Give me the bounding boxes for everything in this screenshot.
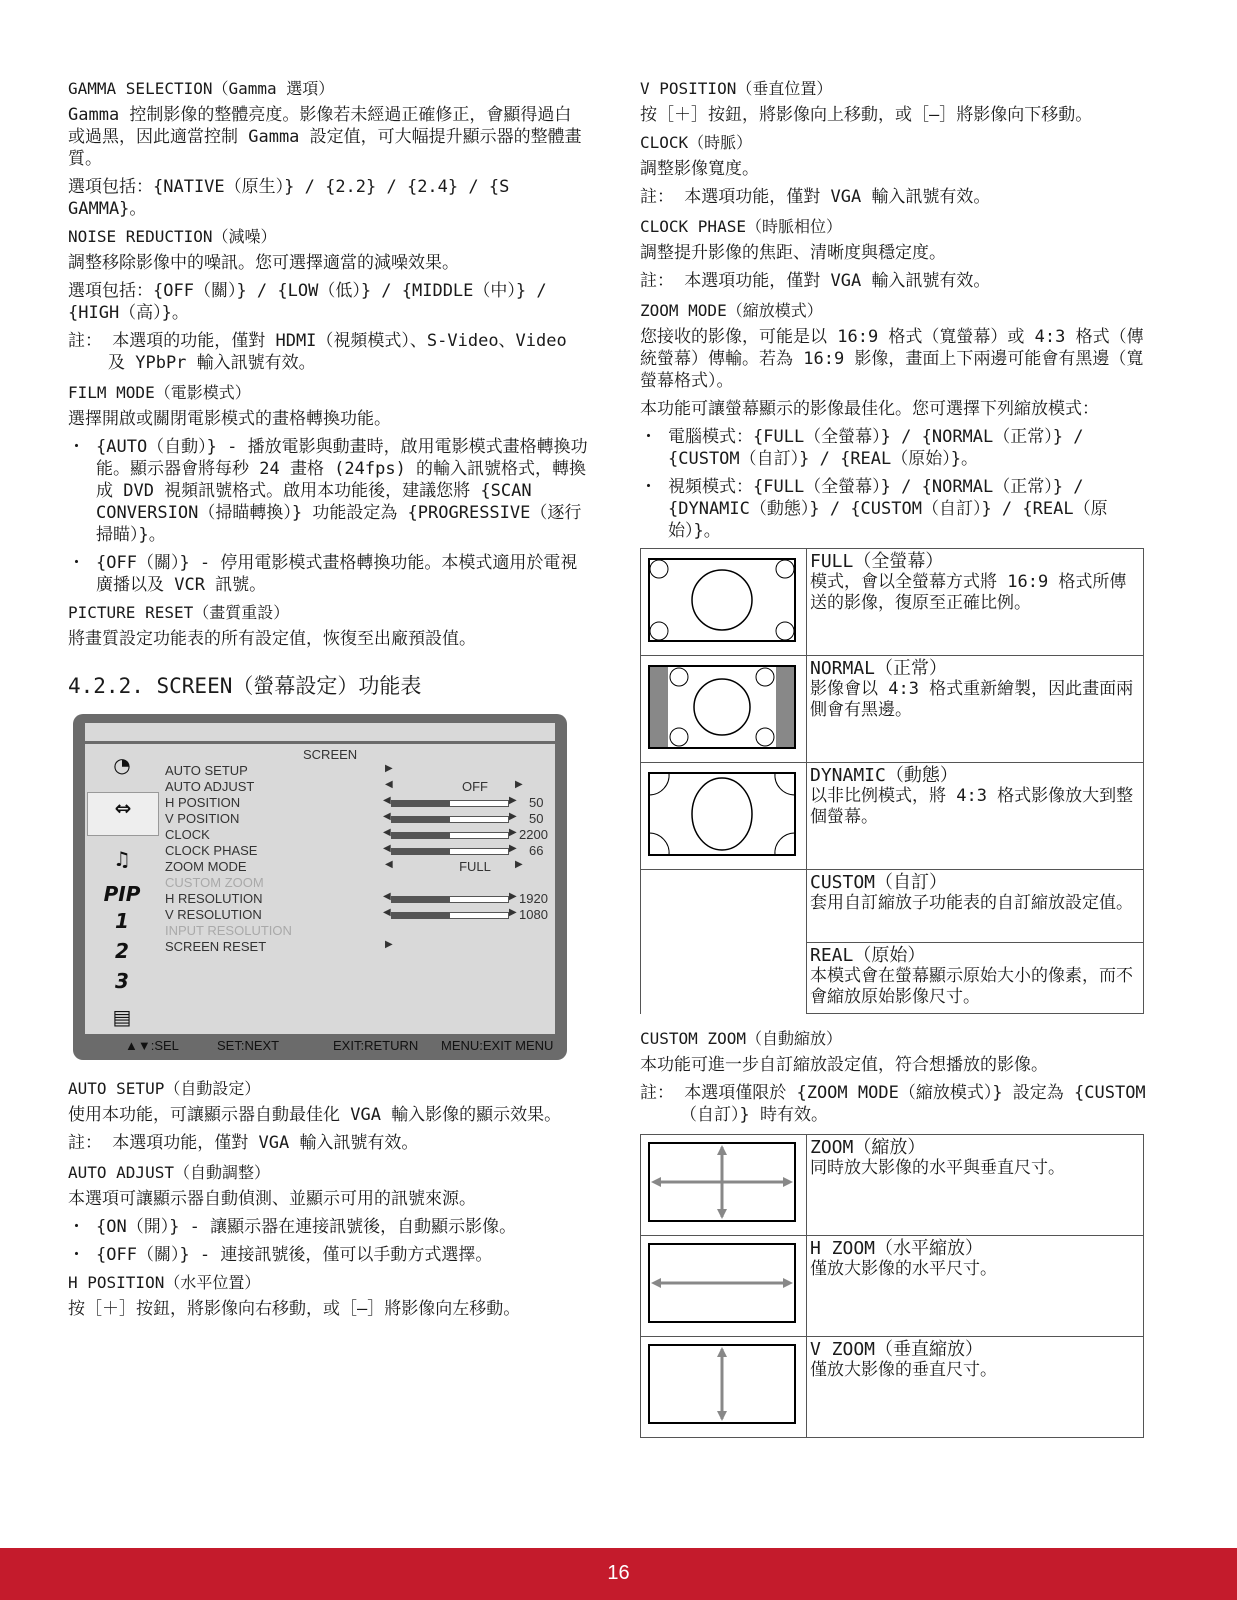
osd-menu-item[interactable] [165, 859, 555, 875]
osd-menu-item-label: H RESOLUTION [165, 891, 263, 906]
picture-reset-heading: PICTURE RESET（畫質重設） [68, 603, 290, 622]
osd-footer-return: EXIT:RETURN [333, 1038, 419, 1053]
noise-note: 註： 本選項的功能，僅對 HDMI（視頻模式）、S-Video、Video 及 YPbPr 輸入訊號有效。 [68, 331, 567, 373]
osd-menu-item-label: V RESOLUTION [165, 907, 262, 922]
zoom-mode-name: DYNAMIC（動態） [810, 765, 958, 786]
zoom-mode-row [641, 549, 1144, 656]
osd-menu-item[interactable] [165, 795, 555, 811]
osd-slider[interactable] [391, 896, 509, 903]
right-arrow-icon[interactable]: ▶ [515, 779, 523, 790]
zoom-mode-desc: 模式，會以全螢幕方式將 16:9 格式所傳送的影像，復原至正確比例。 [810, 572, 1127, 613]
zoom-mode-row [641, 870, 1144, 943]
osd-footer-exit: MENU:EXIT MENU [441, 1038, 554, 1053]
custom-zoom-row [641, 1135, 1144, 1236]
osd-slider-fill [392, 817, 450, 822]
zoom-mode-row [641, 656, 1144, 763]
custom-zoom-note: 註： 本選項僅限於 {ZOOM MODE（縮放模式）} 設定為 {CUSTOM（自訂）} 時有效。 [640, 1083, 1146, 1125]
osd-menu-item-label: AUTO SETUP [165, 763, 248, 778]
custom-zoom-desc: 僅放大影像的垂直尺寸。 [810, 1360, 997, 1380]
osd-menu-item-label: INPUT RESOLUTION [165, 923, 292, 938]
custom-zoom-description: 本功能可進一步自訂縮放設定值，符合想播放的影像。 [640, 1055, 1048, 1075]
left-arrow-icon[interactable]: ◀ [383, 891, 391, 902]
pip-icon: PIP [103, 882, 141, 906]
osd-slider-value: 2200 [519, 827, 548, 842]
osd-slider-value: 66 [529, 843, 544, 858]
custom-zoom-row [641, 1337, 1144, 1438]
right-arrow-icon[interactable]: ▶ [515, 859, 523, 870]
normal-mode-illustration [641, 656, 807, 763]
zoom-mode-name: CUSTOM（自訂） [810, 872, 948, 893]
clock-heading: CLOCK（時脈） [640, 133, 753, 152]
osd-menu-item[interactable] [165, 827, 555, 843]
right-arrow-icon[interactable]: ▶ [509, 907, 517, 918]
left-arrow-icon[interactable]: ◀ [385, 859, 393, 870]
osd-menu-item[interactable] [165, 779, 555, 795]
custom-zoom-name: ZOOM（縮放） [810, 1137, 926, 1158]
noise-description: 調整移除影像中的噪訊。您可選擇適當的減噪效果。 [68, 253, 459, 273]
zoom-mode-heading: ZOOM MODE（縮放模式） [640, 301, 823, 320]
config2-icon: 2 [115, 939, 129, 963]
osd-menu-item [165, 875, 555, 891]
h-zoom-illustration [641, 1236, 807, 1337]
zoom-mode-name: FULL（全螢幕） [810, 551, 944, 572]
full-mode-illustration [641, 549, 807, 656]
page-footer [0, 1548, 1237, 1600]
osd-slider-fill [392, 849, 450, 854]
clock-phase-note: 註： 本選項功能，僅對 VGA 輸入訊號有效。 [640, 271, 991, 291]
page-number: 16 [607, 1562, 630, 1584]
osd-menu-item-label: H POSITION [165, 795, 241, 810]
osd-footer-sel: ▲▼:SEL [125, 1038, 179, 1053]
zoom-mode-table [640, 548, 1144, 1014]
left-arrow-icon[interactable]: ◀ [383, 907, 391, 918]
osd-top-bar [85, 723, 555, 741]
zoom-mode-name: NORMAL（正常） [810, 658, 948, 679]
osd-menu-item [165, 923, 555, 939]
osd-slider[interactable] [391, 832, 509, 839]
v-position-heading: V POSITION（垂直位置） [640, 79, 833, 98]
osd-menu-item-label: CLOCK PHASE [165, 843, 258, 858]
zoom-illustration [641, 1135, 807, 1236]
osd-slider-value: 1080 [519, 907, 548, 922]
film-heading: FILM MODE（電影模式） [68, 383, 251, 402]
zoom-mode-desc: 影像會以 4:3 格式重新繪製，因此畫面兩側會有黑邊。 [810, 679, 1134, 720]
gamma-options: 選項包括：{NATIVE（原生）} / {2.2} / {2.4} / {S GAMMA}。 [68, 177, 510, 219]
section-title: 4.2.2. SCREEN（螢幕設定）功能表 [68, 674, 422, 698]
osd-menu-item[interactable] [165, 811, 555, 827]
osd-slider-fill [392, 801, 450, 806]
zoom-mode-row [641, 763, 1144, 870]
left-arrow-icon[interactable]: ◀ [383, 843, 391, 854]
gamma-heading: GAMMA SELECTION（Gamma 選項） [68, 79, 335, 98]
osd-slider-value: 50 [529, 795, 544, 810]
right-column [640, 78, 1160, 1452]
custom-zoom-name: H ZOOM（水平縮放） [810, 1238, 984, 1259]
audio-icon: ♫ [113, 847, 131, 871]
osd-slider[interactable] [391, 816, 509, 823]
osd-slider-value: 1920 [519, 891, 548, 906]
osd-menu-item-label: SCREEN RESET [165, 939, 267, 954]
osd-footer [85, 1036, 555, 1054]
h-position-description: 按［＋］按鈕，將影像向右移動，或［—］將影像向左移動。 [68, 1299, 521, 1319]
clock-phase-description: 調整提升影像的焦距、清晰度與穩定度。 [640, 243, 946, 263]
osd-menu-item-label: CUSTOM ZOOM [165, 875, 264, 890]
auto-adjust-heading: AUTO ADJUST（自動調整） [68, 1163, 270, 1182]
osd-select-value: FULL [459, 859, 491, 874]
gamma-description: Gamma 控制影像的整體亮度。影像若未經過正確修正，會顯得過白或過黑，因此適當控制 Gamma 設定值，可大幅提升顯示器的整體畫質。 [68, 105, 582, 169]
osd-slider-value: 50 [529, 811, 544, 826]
osd-menu-item[interactable] [165, 939, 555, 955]
osd-footer-next: SET:NEXT [217, 1038, 280, 1053]
zoom-mode-name: REAL（原始） [810, 945, 926, 966]
custom-zoom-heading: CUSTOM ZOOM（自動縮放） [640, 1029, 842, 1048]
zoom-mode-bullet-pc: ・ 電腦模式：{FULL（全螢幕）} / {NORMAL（正常）} / {CUSTOM（自訂）} / {REAL（原始）}。 [640, 426, 1160, 470]
zoom-mode-desc: 套用自訂縮放子功能表的自訂縮放設定值。 [810, 893, 1133, 913]
film-description: 選擇開啟或關閉電影模式的畫格轉換功能。 [68, 409, 391, 429]
zoom-mode-description-2: 本功能可讓螢幕顯示的影像最佳化。您可選擇下列縮放模式： [640, 399, 1099, 419]
right-arrow-icon[interactable]: ▶ [509, 795, 517, 806]
osd-menu-item[interactable] [165, 843, 555, 859]
auto-adjust-bullet-off: ・ {OFF（關）} - 連接訊號後，僅可以手動方式選擇。 [68, 1244, 588, 1266]
osd-menu-item-label: V POSITION [165, 811, 240, 826]
screen-osd-menu [73, 714, 567, 1060]
dynamic-mode-illustration [641, 763, 807, 870]
osd-slider-fill [392, 913, 450, 918]
right-arrow-icon[interactable]: ▶ [509, 827, 517, 838]
submenu-arrow-icon: ▶ [385, 939, 393, 950]
auto-setup-description: 使用本功能，可讓顯示器自動最佳化 VGA 輸入影像的顯示效果。 [68, 1105, 562, 1125]
auto-adjust-description: 本選項可讓顯示器自動偵測、並顯示可用的訊號來源。 [68, 1189, 476, 1209]
custom-zoom-table [640, 1134, 1144, 1438]
picture-gauge-icon: ◔ [113, 753, 131, 777]
osd-side-icons [85, 744, 159, 1034]
v-position-description: 按［＋］按鈕，將影像向上移動，或［—］將影像向下移動。 [640, 105, 1093, 125]
advanced-icon: ▤ [112, 1005, 132, 1029]
osd-menu-item-label: CLOCK [165, 827, 210, 842]
config3-icon: 3 [115, 969, 129, 993]
auto-setup-note: 註： 本選項功能，僅對 VGA 輸入訊號有效。 [68, 1133, 419, 1153]
clock-note: 註： 本選項功能，僅對 VGA 輸入訊號有效。 [640, 187, 991, 207]
osd-slider[interactable] [391, 800, 509, 807]
left-arrow-icon[interactable]: ◀ [383, 811, 391, 822]
picture-reset-description: 將畫質設定功能表的所有設定值，恢復至出廠預設值。 [68, 629, 476, 649]
custom-zoom-row [641, 1236, 1144, 1337]
zoom-mode-description: 您接收的影像，可能是以 16:9 格式（寬螢幕）或 4:3 格式（傳統螢幕）傳輸。若為 16:9 影像，畫面上下兩邊可能會有黑邊（寬螢幕格式）。 [640, 327, 1144, 391]
screen-arrows-icon: ⇔ [87, 792, 159, 836]
osd-slider[interactable] [391, 848, 509, 855]
osd-menu-item[interactable] [165, 763, 555, 779]
h-position-heading: H POSITION（水平位置） [68, 1273, 261, 1292]
zoom-mode-desc: 本模式會在螢幕顯示原始大小的像素，而不會縮放原始影像尺寸。 [810, 966, 1133, 1007]
right-arrow-icon[interactable]: ▶ [509, 843, 517, 854]
osd-slider[interactable] [391, 912, 509, 919]
auto-adjust-bullet-on: ・ {ON（開）} - 讓顯示器在連接訊號後，自動顯示影像。 [68, 1216, 588, 1238]
right-arrow-icon[interactable]: ▶ [509, 891, 517, 902]
noise-heading: NOISE REDUCTION（減噪） [68, 227, 277, 246]
osd-menu-item[interactable] [165, 891, 555, 907]
custom-zoom-name: V ZOOM（垂直縮放） [810, 1339, 984, 1360]
osd-select-value: OFF [462, 779, 488, 794]
config1-icon: 1 [115, 909, 129, 933]
left-column [68, 78, 588, 1326]
auto-setup-heading: AUTO SETUP（自動設定） [68, 1079, 261, 1098]
osd-menu-item-label: AUTO ADJUST [165, 779, 255, 794]
clock-description: 調整影像寬度。 [640, 159, 759, 179]
clock-phase-heading: CLOCK PHASE（時脈相位） [640, 217, 842, 236]
custom-zoom-desc: 僅放大影像的水平尺寸。 [810, 1259, 997, 1279]
left-arrow-icon[interactable]: ◀ [383, 827, 391, 838]
submenu-arrow-icon: ▶ [385, 763, 393, 774]
right-arrow-icon[interactable]: ▶ [509, 811, 517, 822]
osd-title: SCREEN [303, 747, 358, 762]
film-bullet-off: ・ {OFF（關）} - 停用電影模式畫格轉換功能。本模式適用於電視廣播以及 VCR 訊號。 [68, 552, 588, 596]
v-zoom-illustration [641, 1337, 807, 1438]
film-bullet-auto: ・ {AUTO（自動）} - 播放電影與動畫時，啟用電影模式畫格轉換功能。顯示器會將每秒 24 畫格 (24fps) 的輸入訊號格式，轉換成 DVD 視頻訊號格式。啟用本功能後，建議您將 {SCAN CONVERSION（掃瞄轉換）} 功能設定為 {PROGRESSIVE（逐行掃瞄）}。 [68, 436, 588, 546]
osd-slider-fill [392, 897, 450, 902]
left-arrow-icon[interactable]: ◀ [385, 779, 393, 790]
left-arrow-icon[interactable]: ◀ [383, 795, 391, 806]
noise-options: 選項包括：{OFF（關）} / {LOW（低）} / {MIDDLE（中）} / {HIGH（高）}。 [68, 281, 547, 323]
zoom-mode-bullet-video: ・ 視頻模式：{FULL（全螢幕）} / {NORMAL（正常）} / {DYNAMIC（動態）} / {CUSTOM（自訂）} / {REAL（原始）}。 [640, 476, 1160, 542]
osd-slider-fill [392, 833, 450, 838]
zoom-mode-desc: 以非比例模式，將 4:3 格式影像放大到整個螢幕。 [810, 786, 1134, 827]
blank-illustration [641, 870, 807, 1014]
osd-menu-item[interactable] [165, 907, 555, 923]
osd-menu-item-label: ZOOM MODE [165, 859, 247, 874]
custom-zoom-desc: 同時放大影像的水平與垂直尺寸。 [810, 1158, 1065, 1178]
